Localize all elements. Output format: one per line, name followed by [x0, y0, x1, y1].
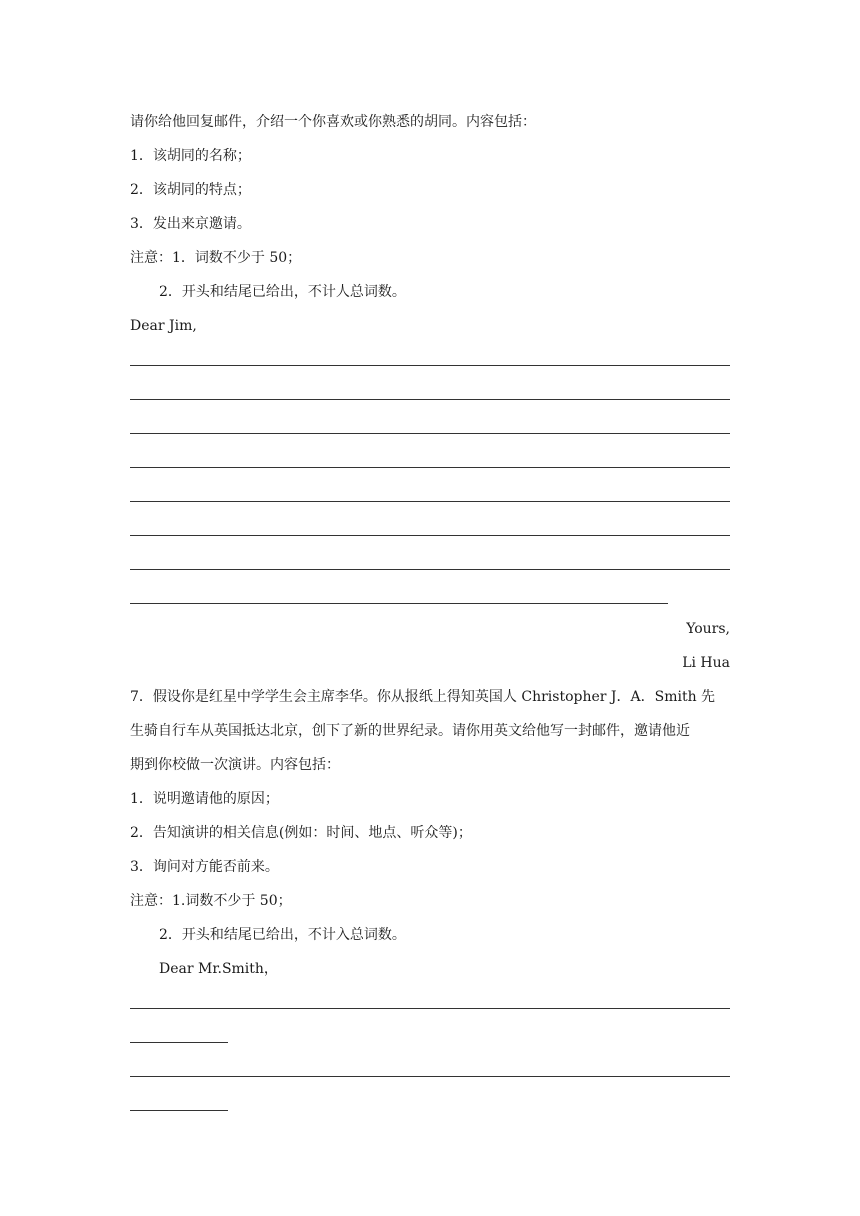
writing-line[interactable] — [130, 365, 730, 366]
task7-prompt-line1: 7．假设你是红星中学学生会主席李华。你从报纸上得知英国人 Christopher J．A．Smith 先 — [130, 689, 716, 705]
writing-line[interactable] — [130, 433, 730, 434]
task7-greeting: Dear Mr.Smith， — [159, 961, 278, 977]
writing-line[interactable] — [130, 501, 730, 502]
task6-note: 注意：1．词数不少于 50； — [130, 250, 302, 266]
task7-item-3: 3．询问对方能否前来。 — [130, 859, 279, 875]
writing-line[interactable] — [130, 603, 668, 604]
task6-item-2: 2．该胡同的特点； — [130, 182, 251, 198]
task7-note2: 2．开头和结尾已给出，不计入总词数。 — [159, 927, 406, 943]
task6-signature: Li Hua — [682, 655, 730, 671]
task6-intro: 请你给他回复邮件，介绍一个你喜欢或你熟悉的胡同。内容包括： — [130, 114, 536, 130]
task7-item-1: 1．说明邀请他的原因； — [130, 791, 279, 807]
writing-line[interactable] — [130, 1008, 730, 1009]
task7-prompt-line3: 期到你校做一次演讲。内容包括： — [130, 757, 340, 773]
task6-note2: 2．开头和结尾已给出，不计人总词数。 — [159, 284, 406, 300]
task6-closing: Yours, — [686, 621, 730, 637]
task6-greeting: Dear Jim, — [130, 318, 197, 334]
task6-item-3: 3．发出来京邀请。 — [130, 216, 251, 232]
writing-line[interactable] — [130, 569, 730, 570]
task6-item-1: 1．该胡同的名称； — [130, 148, 251, 164]
writing-line[interactable] — [130, 1042, 228, 1043]
writing-line[interactable] — [130, 1110, 228, 1111]
writing-line[interactable] — [130, 535, 730, 536]
task7-prompt-line2: 生骑自行车从英国抵达北京，创下了新的世界纪录。请你用英文给他写一封邮件，邀请他近 — [130, 723, 690, 739]
task7-item-2: 2．告知演讲的相关信息(例如：时间、地点、听众等)； — [130, 825, 472, 841]
task7-note: 注意：1.词数不少于 50； — [130, 893, 292, 909]
writing-line[interactable] — [130, 399, 730, 400]
writing-line[interactable] — [130, 467, 730, 468]
writing-line[interactable] — [130, 1076, 730, 1077]
